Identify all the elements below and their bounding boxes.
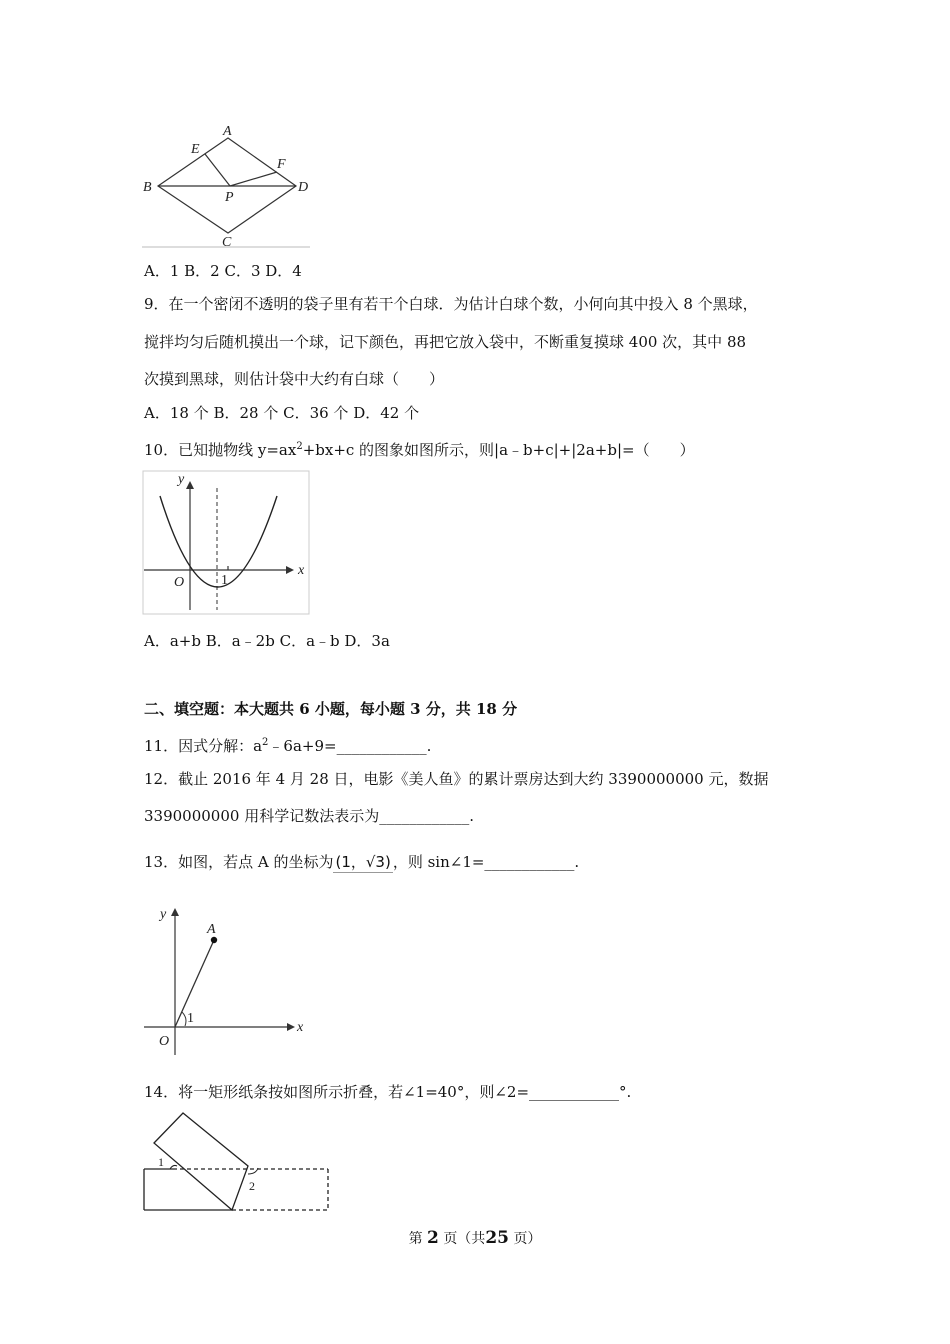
footer-suffix: 页）	[513, 1231, 542, 1247]
q12-line-2: 3390000000 用科学记数法表示为____________.	[144, 807, 474, 825]
figure-frame	[143, 471, 309, 614]
label-origin: O	[159, 1034, 170, 1049]
folded-flap	[154, 1113, 248, 1210]
q14-stem: 14．将一矩形纸条按如图所示折叠，若∠1=40°，则∠2=____________°.	[144, 1083, 632, 1101]
footer-page-number: 2	[427, 1228, 439, 1248]
folded-strip-figure	[140, 1108, 335, 1216]
label-one: 1	[187, 1011, 194, 1026]
q12-line-1: 12．截止 2016 年 4 月 28 日，电影《美人鱼》的累计票房达到大约 3390000000 元，数据	[144, 770, 769, 788]
q13-prefix: 13．如图，若点 A 的坐标为	[144, 853, 334, 871]
segment-pe	[205, 154, 230, 186]
label-f: F	[277, 157, 286, 172]
q9-line-1: 9．在一个密闭不透明的袋子里有若干个白球．为估计白球个数，小何向其中投入 8 个黑球，	[144, 295, 758, 313]
q10-stem	[144, 437, 695, 460]
section-2-title: 二、填空题：本大题共 6 小题，每小题 3 分，共 18 分	[144, 700, 518, 718]
label-p: P	[225, 190, 234, 205]
q9-line-3: 次摸到黑球，则估计袋中大约有白球（ ）	[144, 370, 445, 388]
label-a: A	[207, 922, 216, 937]
label-y: y	[178, 472, 185, 487]
y-axis-arrow-icon	[171, 908, 179, 916]
label-y: y	[160, 907, 167, 922]
label-x: x	[297, 1020, 304, 1035]
rhombus-figure	[140, 120, 315, 255]
q10-suffix: +bx+c 的图象如图所示，则|a﹣b+c|+|2a+b|=（ ）	[302, 441, 695, 459]
y-axis-arrow-icon	[186, 481, 194, 489]
angle-one-arc	[182, 1012, 186, 1026]
label-two: 2	[249, 1179, 255, 1193]
point-a	[211, 937, 217, 943]
label-b: B	[143, 180, 152, 195]
footer-prefix: 第	[408, 1231, 423, 1247]
q11-sup: 2	[262, 737, 269, 748]
q9-options: A．18 个 B．28 个 C．36 个 D．42 个	[144, 404, 420, 422]
label-c: C	[222, 235, 232, 250]
x-axis-arrow-icon	[287, 1023, 295, 1031]
label-d: D	[298, 180, 309, 195]
segment-pf	[230, 172, 277, 186]
q13-suffix: ，则 sin∠1=____________.	[392, 853, 580, 871]
q11-stem	[144, 733, 431, 756]
q10-sup: 2	[296, 441, 303, 452]
page-footer	[0, 1228, 950, 1248]
x-axis-arrow-icon	[286, 566, 294, 574]
q13-coordinate: (1，√3)	[335, 853, 391, 871]
label-origin: O	[174, 575, 185, 590]
parabola-figure	[142, 470, 312, 618]
label-one: 1	[158, 1155, 164, 1169]
q11-suffix: ﹣6a+9=____________.	[268, 737, 432, 755]
parabola-curve	[160, 496, 277, 587]
label-x: x	[298, 563, 305, 578]
q8-options: A．1 B．2 C．3 D．4	[144, 262, 302, 280]
footer-total-pages: 25	[485, 1228, 509, 1248]
q11-prefix: 11．因式分解：a	[144, 737, 263, 755]
q10-options: A．a+b B．a﹣2b C．a﹣b D．3a	[144, 632, 390, 650]
footer-middle: 页（共	[443, 1231, 486, 1247]
ray-oa	[175, 940, 214, 1027]
label-one: 1	[221, 573, 228, 588]
q9-line-2: 搅拌均匀后随机摸出一个球，记下颜色，再把它放入袋中，不断重复摸球 400 次，其中 88	[144, 333, 747, 351]
q10-prefix: 10．已知抛物线 y=ax	[144, 441, 297, 459]
coordinate-figure	[142, 900, 312, 1060]
label-a: A	[223, 124, 232, 139]
q13-stem	[144, 852, 579, 873]
label-e: E	[191, 142, 200, 157]
